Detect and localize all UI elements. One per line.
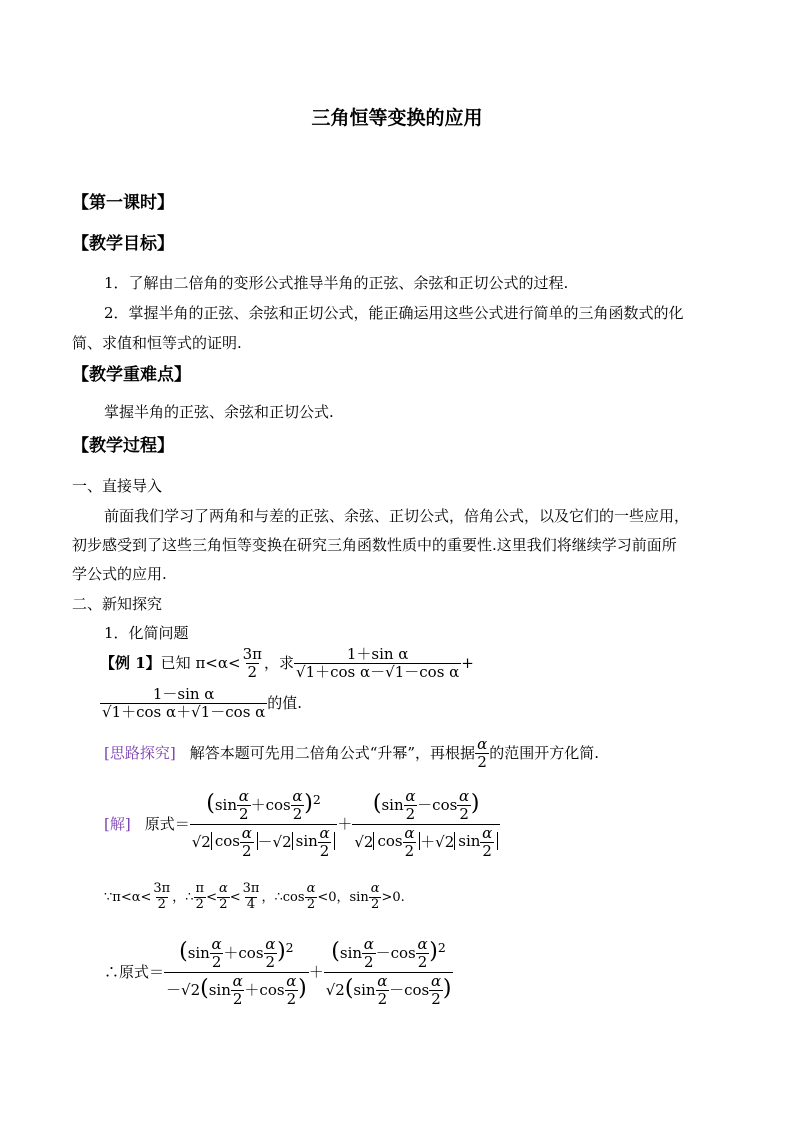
objectives-heading: 【教学目标】 [72, 234, 174, 254]
part2-heading: 二、新知探究 [72, 595, 163, 613]
solution-fraction-3: (sin $\frac{\alpha}{2}$ ＋cos $\frac{\alpha}{2}$ )$^2$ －√2(sin $\frac{\alpha}{2}$ ＋cos $\frac{\alpha}{2}$ ) [166, 935, 307, 1008]
example-value: 的值. [267, 694, 303, 713]
solution-line-1: [解] 原式＝ (sin $\frac{\alpha}{2}$ ＋cos $\frac{\alpha}{2}$ )$^2$ √2 cos $\frac{\alpha}{2}$ －√2 sin $\frac{\alpha}{2}$ ＋ (sin $\frac{\alpha}{2}$ －cos $\frac{\alpha}{2}$ ) √2 cos $\frac{\alpha}{2}$ ＋√2 sin $\frac{\alpha}{2}$ [104, 788, 500, 860]
three-pi-over-two: $\frac{3\pi}{2}$ [242, 645, 262, 682]
hint-text-b: 的范围开方化简. [489, 744, 599, 763]
hint-line [104, 736, 599, 772]
intro-line-1: 前面我们学习了两角和与差的正弦、余弦、正切公式，倍角公式，以及它们的一些应用， [104, 507, 690, 525]
example-line-2 [100, 686, 302, 722]
sub-heading-1: 1．化简问题 [104, 624, 189, 642]
solution-label: [解] [104, 814, 131, 833]
intro-line-3: 学公式的应用. [72, 565, 167, 583]
alpha-over-two: $\frac{\alpha}{2}$ [477, 735, 488, 772]
part1-heading: 一、直接导入 [72, 477, 163, 495]
key-points-heading: 【教学重难点】 [72, 365, 191, 385]
fraction-2: $\frac{\text{1－sin α}}{\text{√1＋cos α＋√1－cos α}}$ [102, 685, 266, 722]
solution-line-3: ∴原式＝ (sin $\frac{\alpha}{2}$ ＋cos $\frac{\alpha}{2}$ )$^2$ －√2(sin $\frac{\alpha}{2}$ ＋cos $\frac{\alpha}{2}$ ) ＋ (sin $\frac{\alpha}{2}$ －cos $\frac{\alpha}{2}$ )$^2$ √2(sin $\frac{\alpha}{2}$ －cos $\frac{\alpha}{2}$ ) [104, 935, 452, 1008]
solution-fraction-4: (sin $\frac{\alpha}{2}$ －cos $\frac{\alpha}{2}$ )$^2$ √2(sin $\frac{\alpha}{2}$ －cos $\frac{\alpha}{2}$ ) [325, 935, 452, 1008]
objective-2: 2．掌握半角的正弦、余弦和正切公式，能正确运用这些公式进行简单的三角函数式的化 [104, 304, 684, 322]
intro-line-2: 初步感受到了这些三角恒等变换在研究三角函数性质中的重要性.这里我们将继续学习前面所 [72, 536, 677, 554]
lesson-heading: 【第一课时】 [72, 193, 174, 213]
solution-lead: 原式＝ [144, 814, 190, 833]
key-points-text: 掌握半角的正弦、余弦和正切公式. [104, 403, 334, 421]
objective-1: 1．了解由二倍角的变形公式推导半角的正弦、余弦和正切公式的过程. [104, 274, 569, 292]
example-ask: ，求 [263, 654, 294, 673]
solution-fraction-2: (sin $\frac{\alpha}{2}$ －cos $\frac{\alpha}{2}$ ) √2 cos $\frac{\alpha}{2}$ ＋√2 sin $\frac{\alpha}{2}$ [352, 788, 500, 860]
example-label: 【例 1】 [100, 654, 161, 673]
solution-fraction-1: (sin $\frac{\alpha}{2}$ ＋cos $\frac{\alpha}{2}$ )$^2$ √2 cos $\frac{\alpha}{2}$ －√2 sin $\frac{\alpha}{2}$ [190, 788, 338, 860]
example-given: 已知 π<α< [160, 654, 241, 673]
objective-2-cont: 简、求值和恒等式的证明. [72, 334, 242, 352]
process-heading: 【教学过程】 [72, 436, 174, 456]
solution-line-2: ∵π<α< $\frac{3\pi}{2}$ ， ∴ $\frac{\pi}{2}$ < $\frac{\alpha}{2}$ < $\frac{3\pi}{4}$ ， ∴cos $\frac{\alpha}{2}$ <0， sin $\frac{\alpha}{2}$ >0. [104, 881, 405, 912]
hint-label: [思路探究] [104, 744, 176, 763]
hint-text-a: 解答本题可先用二倍角公式“升幂”，再根据 [189, 744, 476, 763]
page-title: 三角恒等变换的应用 [311, 107, 483, 129]
example-line-1 [100, 646, 474, 682]
fraction-1: $\frac{\text{1＋sin α}}{\text{√1＋cos α－√1－cos α}}$ [296, 645, 460, 682]
plus-sign: + [461, 654, 474, 673]
